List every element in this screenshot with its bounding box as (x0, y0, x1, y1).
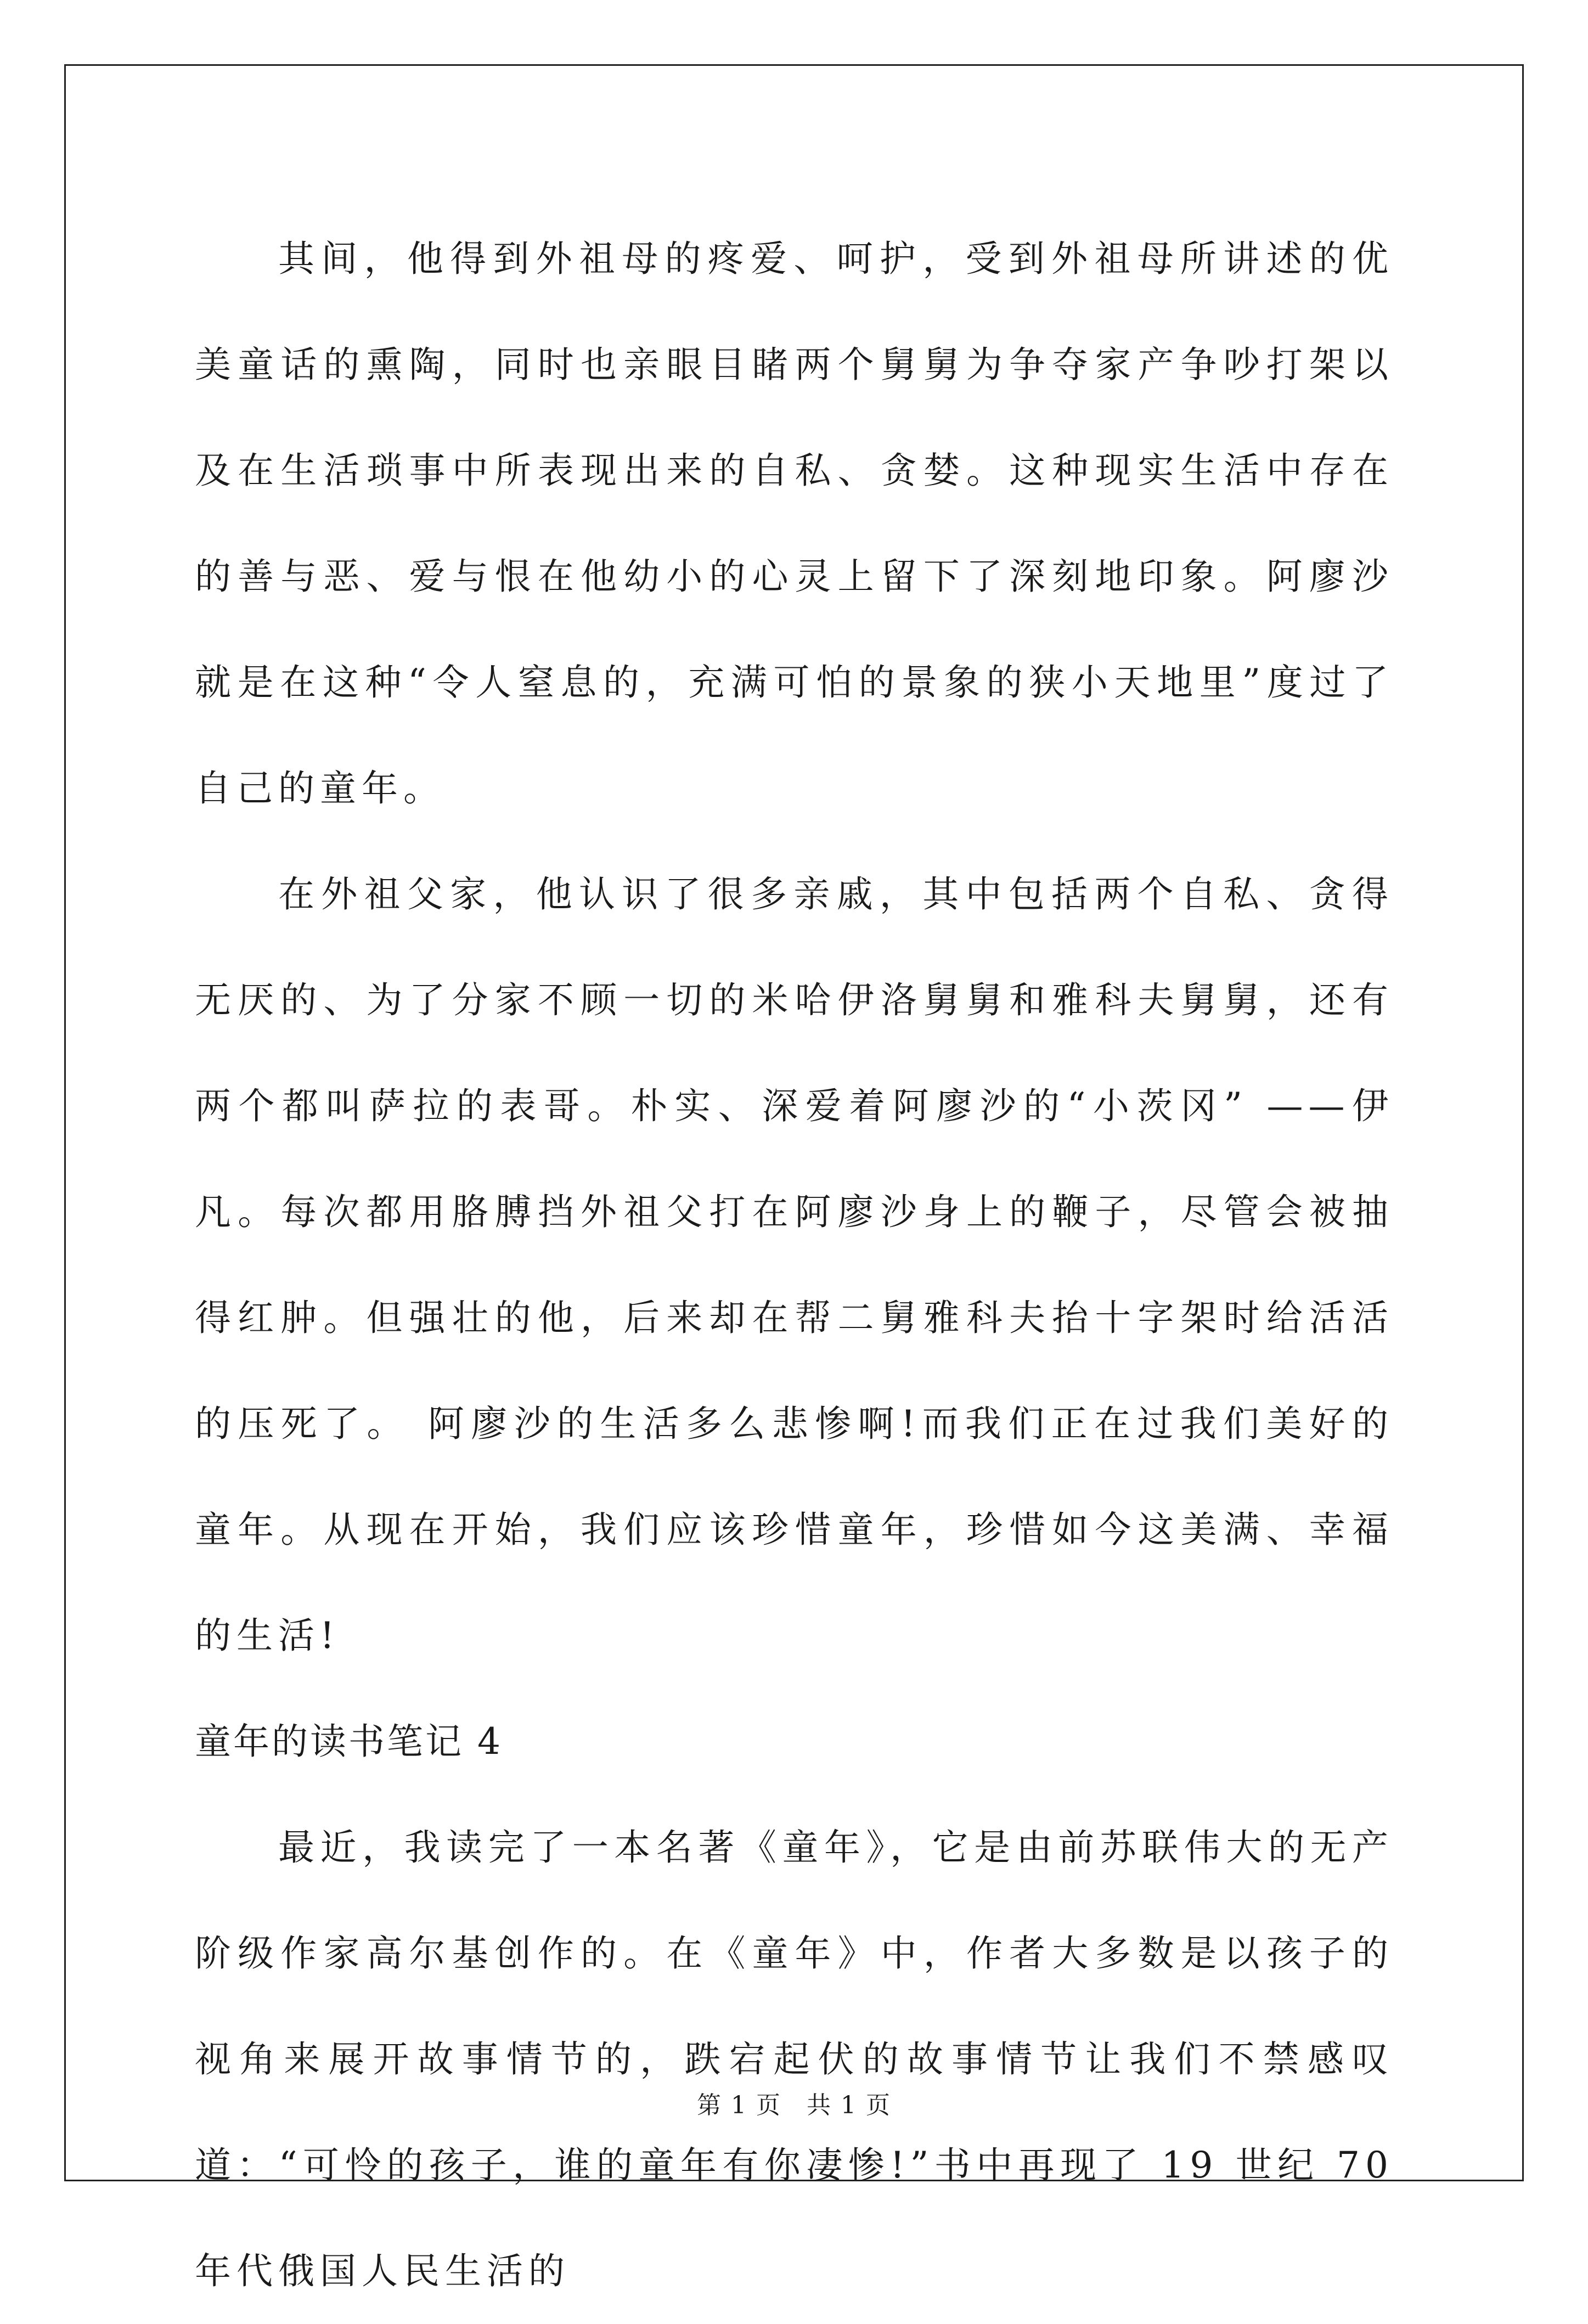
page-footer: 第 1 页 共 1 页 (697, 2091, 891, 2119)
section-heading: 童年的读书笔记 4 (195, 1720, 503, 1763)
paragraph-1: 其间，他得到外祖母的疼爱、呵护，受到外祖母所讲述的优美童话的熏陶，同时也亲眼目睹两个舅舅为争夺家产争吵打架以及在生活琐事中所表现出来的自私、贪婪。这种现实生活中存在的善与恶、爱与恨在他幼小的心灵上留下了深刻地印象。阿廖沙就是在这种“令人窒息的，充满可怕的景象的狭小天地里”度过了自己的童年。 (195, 238, 1394, 809)
document-body (195, 206, 1394, 2324)
paragraph-2: 在外祖父家，他认识了很多亲戚，其中包括两个自私、贪得无厌的、为了分家不顾一切的米哈伊洛舅舅和雅科夫舅舅，还有两个都叫萨拉的表哥。朴实、深爱着阿廖沙的“小茨冈” ——伊凡。每次都用胳膊挡外祖父打在阿廖沙身上的鞭子，尽管会被抽得红肿。但强壮的他，后来却在帮二舅雅科夫抬十字架时给活活的压死了。 阿廖沙的生活多么悲惨啊!而我们正在过我们美好的童年。从现在开始，我们应该珍惜童年，珍惜如今这美满、幸福的生活! (195, 873, 1394, 1657)
paragraph-3: 最近，我读完了一本名著《童年》，它是由前苏联伟大的无产阶级作家高尔基创作的。在《童年》中，作者大多数是以孩子的视角来展开故事情节的，跌宕起伏的故事情节让我们不禁感叹道：“可怜的孩子，谁的童年有你凄惨!”书中再现了 19 世纪 70 年代俄国人民生活的 (195, 1826, 1394, 2292)
